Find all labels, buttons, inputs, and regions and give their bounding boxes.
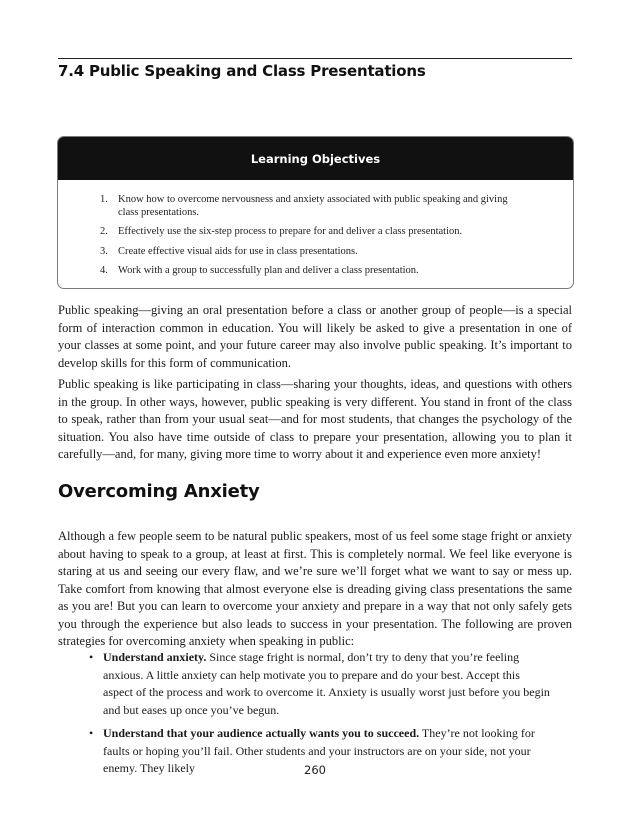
strategy-item <box>58 649 572 719</box>
objective-number: 1. <box>100 194 108 205</box>
learning-objectives-header: Learning Objectives <box>58 137 573 180</box>
objective-item <box>58 246 573 259</box>
objective-item <box>58 265 573 278</box>
objective-text: Know how to overcome nervousness and anxiety associated with public speaking and giving class presentations. <box>118 194 508 218</box>
top-rule <box>58 58 572 59</box>
overcoming-anxiety-heading: Overcoming Anxiety <box>58 481 260 502</box>
bullet-marker: • <box>89 726 94 740</box>
strategy-text: They’re not looking for faults or hoping you’ll fail. Other students and your instructors are on your side, not your enemy. They likely <box>103 726 535 775</box>
objective-text: Create effective visual aids for use in class presentations. <box>118 245 358 257</box>
strategy-text: Since stage fright is normal, don’t try to deny that you’re feeling anxious. A little anxiety can help motivate you to prepare and do your best. Accept this aspect of the process and work to overcome it. Anxiety is usually worst just before you begin and but eases up once you’ve begun. <box>103 650 550 717</box>
comparison-paragraph: Public speaking is like participating in class—sharing your thoughts, ideas, and questions with others in the group. In other ways, however, public speaking is very different. You stand in front of the class to speak, rather than from your usual seat—and for most students, that changes the psychology of the situation. You also have time outside of class to prepare your presentation, allowing you to plan it carefully—and, for many, giving more time to worry about it and experience even more anxiety! <box>58 377 572 461</box>
section-title: 7.4 Public Speaking and Class Presentations <box>58 62 426 80</box>
learning-objectives-box <box>57 136 574 289</box>
learning-objectives-list <box>58 180 573 278</box>
objective-number: 4. <box>100 265 108 276</box>
objective-text: Work with a group to successfully plan and deliver a class presentation. <box>118 265 419 276</box>
objective-text: Effectively use the six-step process to prepare for and deliver a class presentation. <box>118 226 463 237</box>
page-number: 260 <box>304 763 326 777</box>
anxiety-paragraph: Although a few people seem to be natural public speakers, most of us feel some stage fright or anxiety about having to speak to a group, at least at first. This is completely normal. We feel like everyone is staring at us and seeing our every flaw, and we’re sure we’ll forget what we want to say or mess up. Take comfort from knowing that almost everyone else is dreading giving class presentations the same as you are! But you can learn to overcome your anxiety and prepare in a way that not only safely gets you through the experience but also leads to success in your presentation. The following are proven strategies for overcoming anxiety when speaking in public: <box>58 529 572 648</box>
objective-number: 2. <box>100 226 108 237</box>
bullet-marker: • <box>89 650 94 664</box>
strategy-title: Understand that your audience actually wants you to succeed. <box>103 726 420 740</box>
objective-item <box>58 194 573 219</box>
objective-number: 3. <box>100 245 108 257</box>
strategy-title: Understand anxiety. <box>103 650 207 664</box>
objective-item <box>58 226 573 239</box>
intro-paragraph: Public speaking—giving an oral presentation before a class or another group of people—is a special form of interaction common in education. You will likely be asked to give a presentation in one of your classes at some point, and your future career may also involve public speaking. It’s important to develop skills for this form of communication. <box>58 303 572 370</box>
